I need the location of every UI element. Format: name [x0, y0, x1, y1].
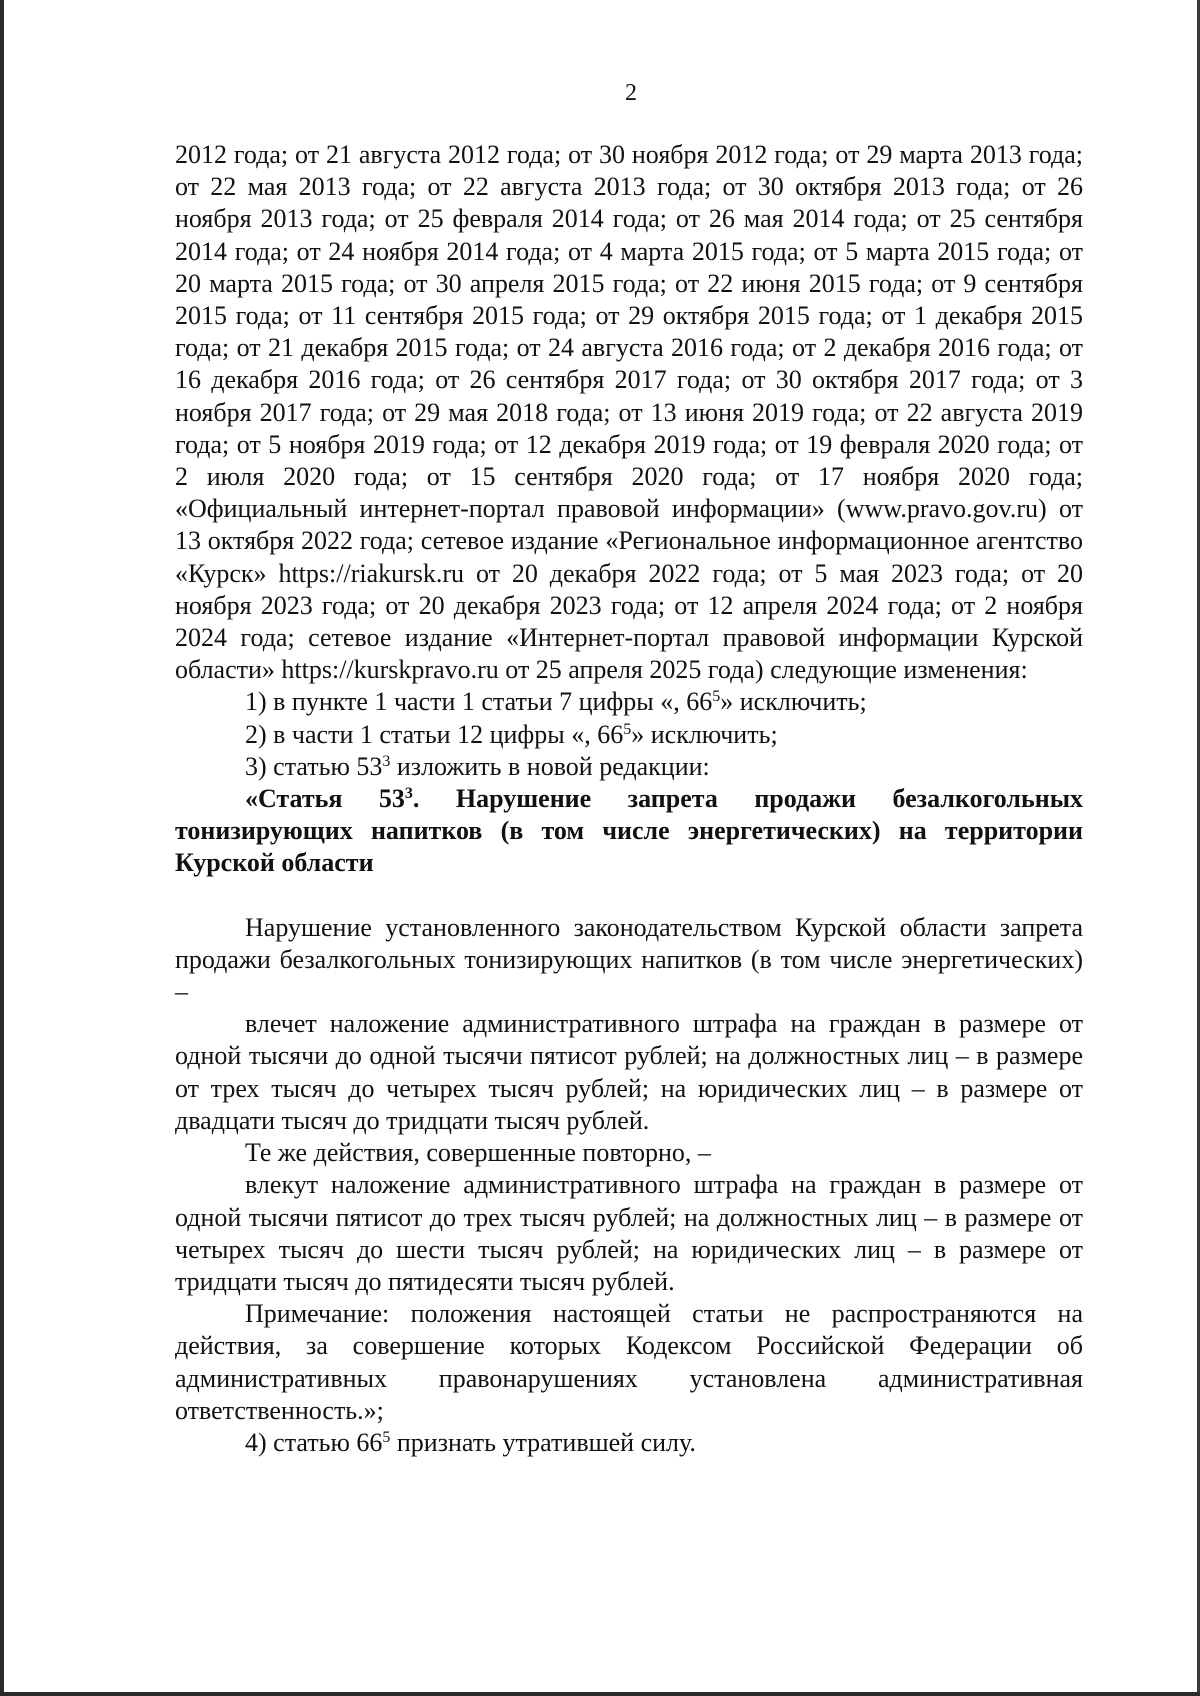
article-paragraph-4: влекут наложение административного штрафа на граждан в размере от одной тысячи пятисот до трех тысяч рублей; на должностных лиц – в размере от четырех тысяч до шести тысяч рублей; на юридических лиц – в размере от тридцати тысяч до пятидесяти тысяч рублей.	[175, 1170, 1083, 1296]
article-paragraph-2: влечет наложение административного штрафа на граждан в размере от одной тысячи до одной тысячи пятисот рублей; на должностных лиц – в размере от трех тысяч до четырех тысяч рублей; на юридических лиц – в размере от двадцати тысяч до тридцати тысяч рублей.	[175, 1009, 1083, 1135]
page-number: 2	[625, 80, 637, 106]
article-note: Примечание: положения настоящей статьи не распространяются на действия, за совершение которых Кодексом Российской Федерации об административных правонарушениях установлена административная ответственность.»;	[175, 1299, 1083, 1425]
article-paragraph-1: Нарушение установленного законодательством Курской области запрета продажи безалкогольных тонизирующих напитков (в том числе энергетических) –	[175, 912, 1083, 1007]
amendment-item-4: 4) статью $66^5$ признать утратившей силу.	[245, 1427, 696, 1457]
amendment-item-1: 1) в пункте 1 части 1 статьи 7 цифры «, $66^5$» исключить;	[245, 687, 867, 717]
amendment-item-2: 2) в части 1 статьи 12 цифры «, $66^5$» исключить;	[245, 719, 778, 749]
scan-edge-bottom	[0, 1692, 1200, 1696]
document-body	[175, 139, 1083, 1459]
scan-edge-left	[0, 0, 4, 1696]
article-heading: «Статья $53^3$. Нарушение запрета продажи безалкогольных тонизирующих напитков (в том числе энергетических) на территории Курской области	[175, 784, 1083, 878]
intro-paragraph: 2012 года; от 21 августа 2012 года; от 30 ноября 2012 года; от 29 марта 2013 года; от 22 мая 2013 года; от 22 августа 2013 года; от 30 октября 2013 года; от 26 ноября 2013 года; от 25 февраля 2014 года; от 26 мая 2014 года; от 25 сентября 2014 года; от 24 ноября 2014 года; от 4 марта 2015 года; от 5 марта 2015 года; от 20 марта 2015 года; от 30 апреля 2015 года; от 22 июня 2015 года; от 9 сентября 2015 года; от 11 сентября 2015 года; от 29 октября 2015 года; от 1 декабря 2015 года; от 21 декабря 2015 года; от 24 августа 2016 года; от 2 декабря 2016 года; от 16 декабря 2016 года; от 26 сентября 2017 года; от 30 октября 2017 года; от 3 ноября 2017 года; от 29 мая 2018 года; от 13 июня 2019 года; от 22 августа 2019 года; от 5 ноября 2019 года; от 12 декабря 2019 года; от 19 февраля 2020 года; от 2 июля 2020 года; от 15 сентября 2020 года; от 17 ноября 2020 года; «Официальный интернет-портал правовой информации» (www.pravo.gov.ru) от 13 октября 2022 года; сетевое издание «Региональное информационное агентство «Курск» https://riakursk.ru от 20 декабря 2022 года; от 5 мая 2023 года; от 20 ноября 2023 года; от 20 декабря 2023 года; от 12 апреля 2024 года; от 2 ноября 2024 года; сетевое издание «Интернет-портал правовой информации Курской области» https://kurskpravo.ru от 25 апреля 2025 года) следующие изменения:	[175, 140, 1083, 685]
blank-line	[175, 880, 1083, 912]
amendment-item-3: 3) статью $53^3$ изложить в новой редакции:	[245, 751, 710, 781]
article-paragraph-3: Те же действия, совершенные повторно, –	[245, 1138, 711, 1168]
